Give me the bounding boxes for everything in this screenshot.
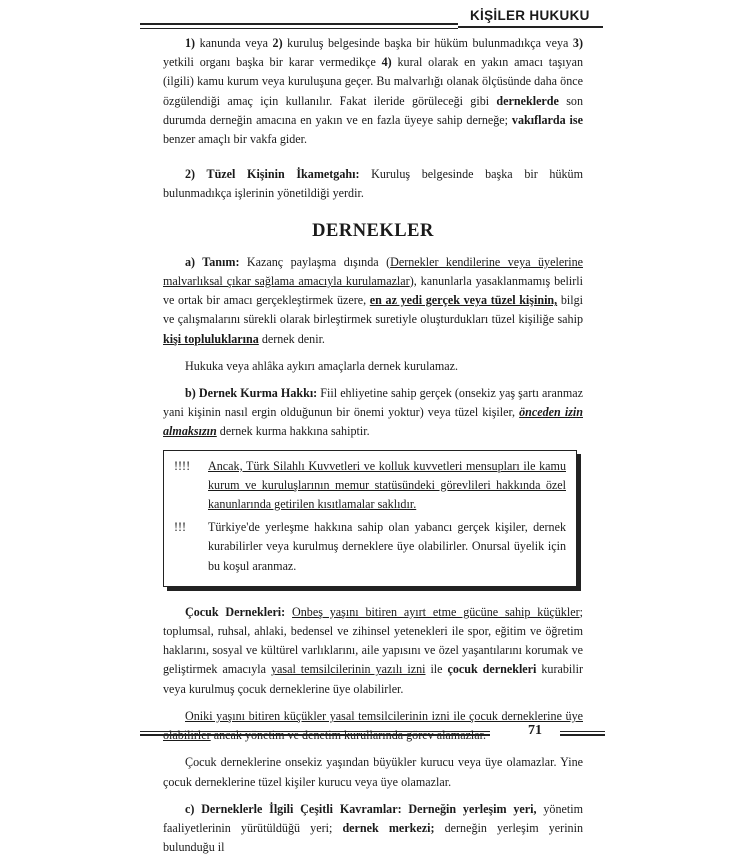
text: benzer amaçlı bir vakfa gider. [163,132,308,147]
text: kural olarak en yakın amacı taşıyan (ilgili) kamu kurum veya kuruluşuna geçer. Bu malvarlığı olanak ölçüsünde daha önce özgülendiği amaç için kullanılır. Fakat ileride görüleceği gibi [163,55,583,108]
paragraph-tanim [163,253,583,349]
bold-text: 3) [572,36,583,50]
paragraph-hukuka-aykiri: Hukuka veya ahlâka aykırı amaçlarla dernek kurulamaz. [185,358,458,373]
bold-text: 4) [381,55,392,70]
text: kanunda veya [195,36,273,50]
footer-rule [560,731,605,736]
text: dernek denir. [258,331,325,346]
paragraph-onsekiz-yas: Çocuk derneklerine onsekiz yaşından büyükler kurucu veya üye olamazlar. Yine çocuk derneklerine tüzel kişiler kurucu veya üye olamazlar. [163,755,583,789]
text: son durumda derneğin amacına en yakın ve en fazla üyeye sahip derneğe; [163,93,584,127]
paragraph-dernek-kurma [163,384,583,442]
paragraph-ikametgah [163,165,583,203]
note-item [174,518,566,576]
underlined-text: Oniki yaşını bitiren küçükler yasal temsilcilerinin izni ile çocuk derneklerine üye olabilirler [163,708,583,743]
bold-italic-underlined-text: önceden izin almaksızın [163,405,583,439]
paragraph-kavramlar [163,800,583,858]
text: yetkili organı başka bir karar vermedikçe [163,55,382,70]
text: yönetim faaliyetlerinin yürütüldüğü yeri; [163,801,583,835]
page-number: 71 [528,723,542,738]
bold-underlined-text: en az yedi gerçek veya tüzel kişinin, [369,293,558,308]
running-header-title: KİŞİLER HUKUKU [470,8,590,23]
paragraph-cocuk-dernekleri [163,603,583,699]
bold-text: 2) [272,36,283,50]
bold-text: derneklerde [496,93,559,108]
footer-rule [140,731,490,736]
text: ile [425,662,448,677]
bold-text: c) Derneklerle İlgili Çeşitli Kavramlar: Derneğin yerleşim yeri, [185,801,537,816]
section-title: DERNEKLER [312,220,434,241]
bold-text: a) Tanım: [185,254,240,269]
text: ), kanunlarla yasaklanmamış belirli ve ortak bir amacı gerçekleştirmek üzere, [163,274,583,308]
text: bilgi ve çalışmalarını sürekli olarak birleştirmek suretiyle oluşturdukları tüzel kişiliğe sahip [163,293,583,327]
text: ancak yönetim ve denetim kurullarında görev alamazlar. [210,728,487,743]
bold-text: 1) [185,36,196,50]
text: derneğin yerleşim yerinin bulunduğu il [163,820,584,855]
bold-text: vakıflarda ise [511,112,583,127]
bold-text: çocuk dernekleri [447,662,537,677]
bold-text: Çocuk Dernekleri: [185,604,286,619]
bold-text: b) Dernek Kurma Hakkı: [185,386,318,401]
paragraph-liquidation [163,34,583,149]
header-underline [458,26,603,28]
text: kuruluş belgesinde başka bir hüküm bulunmadıkça veya [282,36,573,50]
note-text: Ancak, Türk Silahlı Kuvvetleri ve kolluk kuvvetleri mensupları ile kamu kurum ve kuruluşlarının memur statüsündeki görevlileri hakkında özel kanunlarında getirilen kısıtlamalar saklıdır. [208,458,566,512]
underlined-text: yasal temsilcilerinin yazılı izni [270,662,426,677]
underlined-text: Dernekler kendilerine veya üyelerine malvarlıksal çıkar sağlama amacıyla kurulamazlar [163,254,583,289]
note-text: Türkiye'de yerleşme hakkına sahip olan yabancı gerçek kişiler, dernek kurabilirler veya kurulmuş derneklere üye olabilirler. Onursal üyelik için bu koşul aranmaz. [208,520,566,573]
header-rule [140,23,458,29]
bold-underlined-text: kişi topluluklarına [163,331,259,346]
bold-text: dernek merkezi; [342,820,435,835]
text: Kuruluş belgesinde başka bir hüküm bulunmadıkça işlerinin yönetildiği yerdir. [163,167,583,201]
text: Fiil ehliyetine sahip gerçek (onsekiz yaş şartı aranmaz yani kişinin nasıl ergin olduğunun bir önemi yoktur) veya tüzel kişiler, [163,386,584,420]
note-item [174,457,566,515]
exclamation-mark: !!!! [174,458,191,473]
text: Kazanç paylaşma dışında ( [239,254,391,269]
note-box [163,450,577,587]
exclamation-mark: !!! [174,520,187,535]
text [285,605,292,619]
text: ; toplumsal, ruhsal, ahlaki, bedensel ve zihinsel yetenekleri ile spor, eğitim ve öğretim haklarını, sosyal ve kültürel varlıklarını, aile yapısını ve özel yaşantılarını korumak ve geliştirmek amacıyla [163,604,583,677]
underlined-text: Onbeş yaşını bitiren ayırt etme gücüne sahip küçükler [292,604,580,619]
bold-text: 2) Tüzel Kişinin İkametgahı: [185,167,360,182]
text: dernek kurma hakkına sahiptir. [216,424,370,439]
text: kurabilir veya kurulmuş çocuk derneklerine üye olabilirler. [163,662,583,696]
